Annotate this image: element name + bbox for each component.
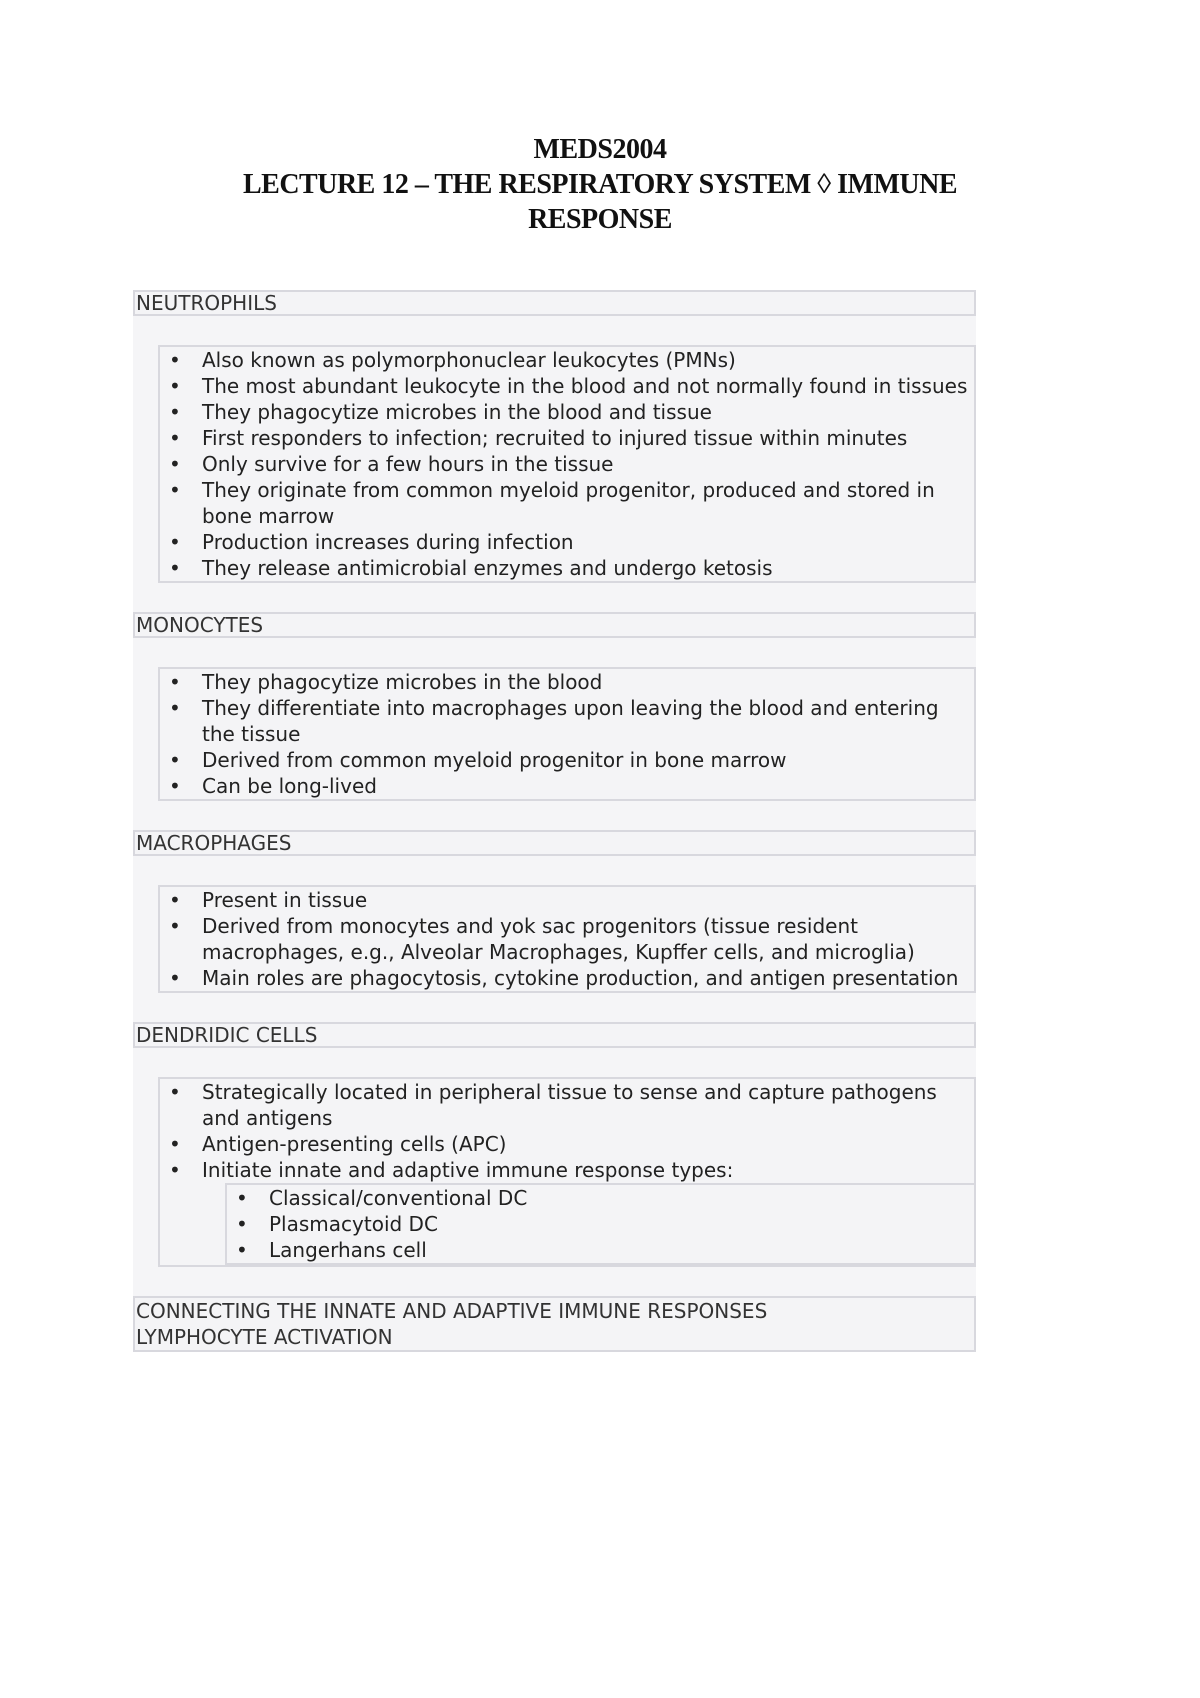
- list-item: • They phagocytize microbes in the blood: [160, 669, 974, 695]
- spacer: [133, 993, 976, 1022]
- sub-list-item: • Plasmacytoid DC: [227, 1211, 974, 1237]
- nested-bullet-list: [225, 1183, 974, 1265]
- list-item: • Can be long-lived: [160, 773, 974, 799]
- sub-list-item: • Langerhans cell: [227, 1237, 974, 1263]
- section-dendridic-cells: [133, 1048, 976, 1296]
- list: [160, 1079, 974, 1183]
- bullet-list: [158, 1077, 976, 1267]
- heading-line: LYMPHOCYTE ACTIVATION: [136, 1325, 393, 1349]
- list-item: • Antigen-presenting cells (APC): [160, 1131, 974, 1157]
- spacer: [133, 1267, 976, 1296]
- course-code: MEDS2004: [533, 134, 667, 165]
- list-item: • First responders to infection; recruited to injured tissue within minutes: [160, 425, 974, 451]
- bullet-list: [158, 885, 976, 993]
- section-heading-neutrophils: NEUTROPHILS: [133, 290, 976, 316]
- bullet-list: [158, 345, 976, 583]
- list-item: • They originate from common myeloid progenitor, produced and stored in bone marrow: [160, 477, 974, 529]
- spacer: [133, 638, 976, 667]
- section-heading-macrophages: MACROPHAGES: [133, 830, 976, 856]
- section-macrophages: [133, 856, 976, 1022]
- spacer: [133, 316, 976, 345]
- list: [160, 887, 974, 991]
- spacer: [133, 1048, 976, 1077]
- list-item: • Also known as polymorphonuclear leukocytes (PMNs): [160, 347, 974, 373]
- section-heading-dendridic-cells: DENDRIDIC CELLS: [133, 1022, 976, 1048]
- spacer: [133, 856, 976, 885]
- list-item: • Main roles are phagocytosis, cytokine production, and antigen presentation: [160, 965, 974, 991]
- document-title: [0, 132, 1200, 237]
- list-item: • Only survive for a few hours in the tissue: [160, 451, 974, 477]
- document-body: [133, 290, 976, 1352]
- list: [160, 669, 974, 799]
- lecture-title-cont: RESPONSE: [528, 204, 672, 235]
- section-heading-connecting: [133, 1296, 976, 1352]
- section-monocytes: [133, 638, 976, 830]
- list-item: • Production increases during infection: [160, 529, 974, 555]
- list-item: • They release antimicrobial enzymes and undergo ketosis: [160, 555, 974, 581]
- spacer: [133, 801, 976, 830]
- list-item: • Derived from monocytes and yok sac progenitors (tissue resident macrophages, e.g., Alveolar Macrophages, Kupffer cells, and microglia): [160, 913, 974, 965]
- lecture-title: LECTURE 12 – THE RESPIRATORY SYSTEM ◊ IMMUNE: [242, 169, 958, 200]
- list-item: • The most abundant leukocyte in the blood and not normally found in tissues: [160, 373, 974, 399]
- heading-line: CONNECTING THE INNATE AND ADAPTIVE IMMUNE RESPONSES: [136, 1299, 768, 1323]
- list-item: • Initiate innate and adaptive immune response types:: [160, 1157, 974, 1183]
- section-neutrophils: [133, 316, 976, 612]
- list-item: • Derived from common myeloid progenitor in bone marrow: [160, 747, 974, 773]
- section-heading-monocytes: MONOCYTES: [133, 612, 976, 638]
- list-item: • Strategically located in peripheral tissue to sense and capture pathogens and antigens: [160, 1079, 974, 1131]
- list-item: • They phagocytize microbes in the blood and tissue: [160, 399, 974, 425]
- sub-list-item: • Classical/conventional DC: [227, 1185, 974, 1211]
- list-item: • They differentiate into macrophages upon leaving the blood and entering the tissue: [160, 695, 974, 747]
- bullet-list: [158, 667, 976, 801]
- list: [160, 347, 974, 581]
- list-item: • Present in tissue: [160, 887, 974, 913]
- spacer: [133, 583, 976, 612]
- list: [227, 1185, 974, 1263]
